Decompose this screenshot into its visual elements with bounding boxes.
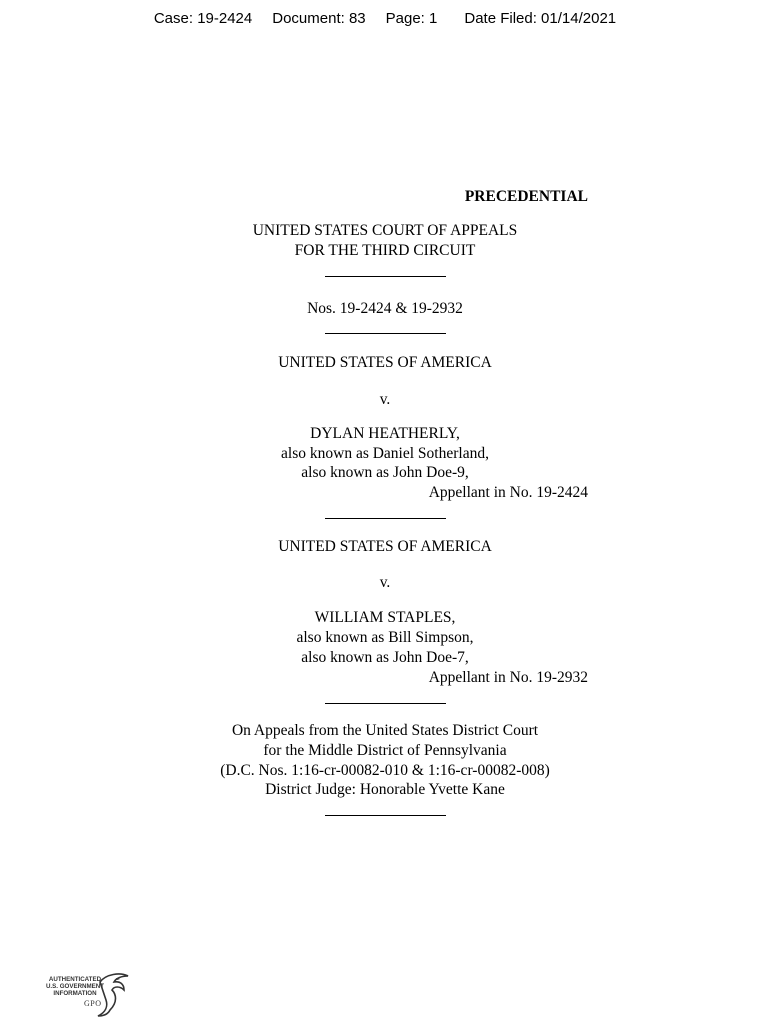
case1-plaintiff: UNITED STATES OF AMERICA [278, 354, 492, 371]
eagle-icon [96, 972, 130, 1018]
case2-aka1: also known as Bill Simpson, [296, 629, 474, 646]
case2-aka2: also known as John Doe-7, [301, 649, 469, 666]
separator-rule [325, 333, 446, 334]
appeal-line1: On Appeals from the United States District Court [231, 722, 539, 739]
separator-rule [325, 518, 446, 519]
logo-text-line2: U.S. GOVERNMENT [45, 983, 105, 990]
case2-appellant: Appellant in No. 19-2932 [428, 669, 588, 686]
appeal-line2: for the Middle District of Pennsylvania [263, 742, 507, 759]
logo-text-line3: INFORMATION [53, 990, 97, 997]
case1-defendant: DYLAN HEATHERLY, [310, 425, 460, 442]
case1-versus: v. [379, 391, 391, 408]
court-name-line1: UNITED STATES COURT OF APPEALS [252, 222, 518, 239]
case1-aka1: also known as Daniel Sotherland, [281, 445, 489, 462]
separator-rule [325, 815, 446, 816]
separator-rule [325, 703, 446, 704]
page-number-header: Page: 1 [385, 10, 438, 27]
case1-aka2: also known as John Doe-9, [301, 464, 469, 481]
case2-plaintiff: UNITED STATES OF AMERICA [278, 538, 492, 555]
case1-appellant: Appellant in No. 19-2424 [428, 484, 588, 501]
court-name-line2: FOR THE THIRD CIRCUIT [294, 242, 476, 259]
separator-rule [325, 276, 446, 277]
case-numbers: Nos. 19-2424 & 19-2932 [307, 300, 463, 317]
case2-versus: v. [379, 574, 391, 591]
logo-text-line1: AUTHENTICATED [48, 976, 102, 983]
case2-defendant: WILLIAM STAPLES, [314, 609, 456, 626]
document-number-header: Document: 83 [272, 10, 366, 27]
document-header [0, 10, 770, 27]
case-number-header: Case: 19-2424 [153, 10, 253, 27]
precedential-label: PRECEDENTIAL [464, 188, 588, 205]
logo-gpo: GPO [84, 999, 102, 1008]
appeal-line4: District Judge: Honorable Yvette Kane [265, 781, 505, 798]
date-filed-header: Date Filed: 01/14/2021 [464, 10, 617, 27]
gpo-authentication-logo [44, 972, 130, 1018]
appeal-line3: (D.C. Nos. 1:16-cr-00082-010 & 1:16-cr-00082-008) [220, 762, 550, 779]
